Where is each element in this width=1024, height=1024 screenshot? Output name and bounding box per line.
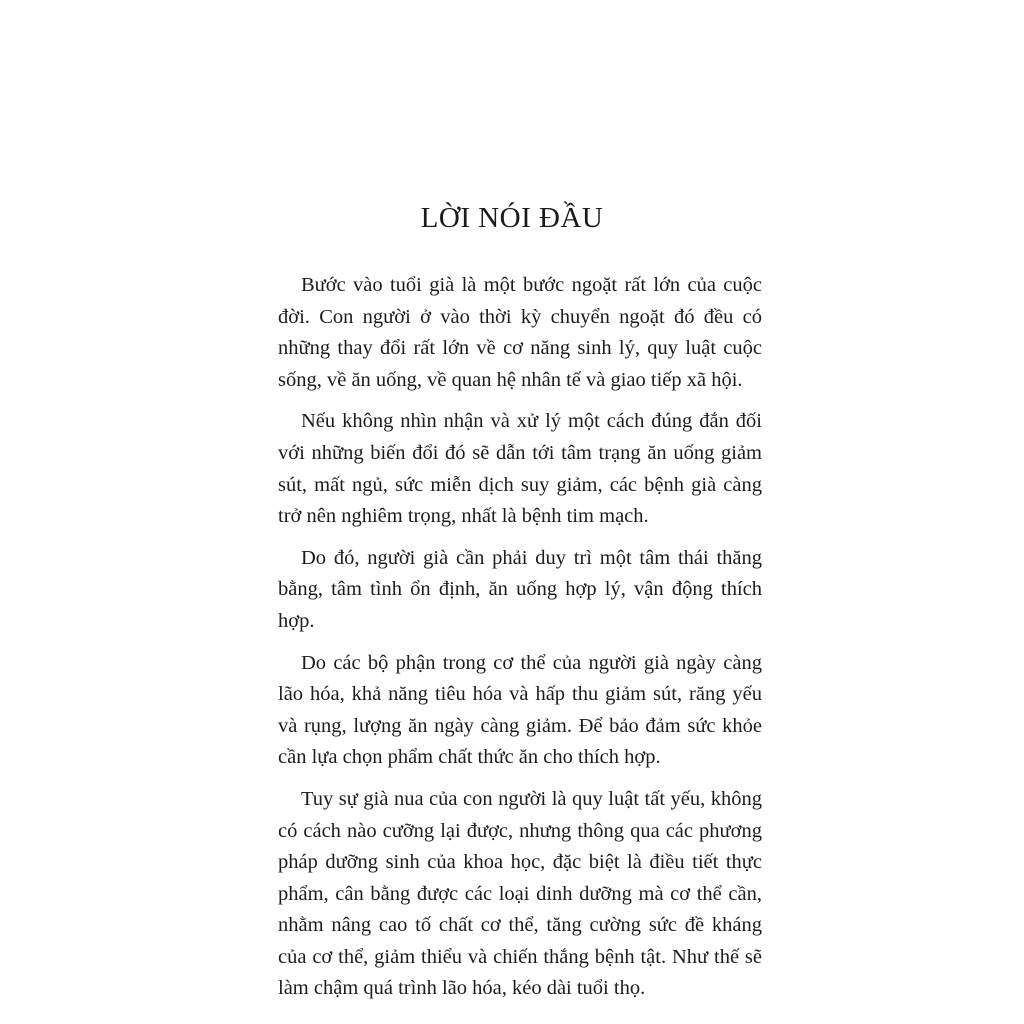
- paragraph-3: Do đó, người già cần phải duy trì một tâm thái thăng bằng, tâm tình ổn định, ăn uống hợp lý, vận động thích hợp.: [278, 546, 762, 632]
- paragraph-5: Tuy sự già nua của con người là quy luật tất yếu, không có cách nào cưỡng lại được, nhưng thông qua các phương pháp dưỡng sinh của khoa học, đặc biệt là điều tiết thực phẩm, cân bằng được các loại dinh dưỡng mà cơ thể cần, nhằm nâng cao tố chất cơ thể, tăng cường sức đề kháng của cơ thể, giảm thiểu và chiến thắng bệnh tật. Như thế sẽ làm chậm quá trình lão hóa, kéo dài tuổi thọ.: [278, 787, 762, 1000]
- page-title: LỜI NÓI ĐẦU: [420, 202, 604, 234]
- paragraph-2: Nếu không nhìn nhận và xử lý một cách đúng đắn đối với những biến đổi đó sẽ dẫn tới tâm trạng ăn uống giảm sút, mất ngủ, sức miễn dịch suy giảm, các bệnh già càng trở nên nghiêm trọng, nhất là bệnh tim mạch.: [278, 410, 762, 528]
- paragraph-1: Bước vào tuổi già là một bước ngoặt rất lớn của cuộc đời. Con người ở vào thời kỳ chuyển ngoặt đó đều có những thay đổi rất lớn về cơ năng sinh lý, quy luật cuộc sống, về ăn uống, về quan hệ nhân tế và giao tiếp xã hội.: [278, 274, 762, 391]
- page-body: [278, 270, 762, 1015]
- paragraph-4: Do các bộ phận trong cơ thể của người già ngày càng lão hóa, khả năng tiêu hóa và hấp thu giảm sút, răng yếu và rụng, lượng ăn ngày càng giảm. Để bảo đảm sức khỏe cần lựa chọn phẩm chất thức ăn cho thích hợp.: [278, 651, 762, 769]
